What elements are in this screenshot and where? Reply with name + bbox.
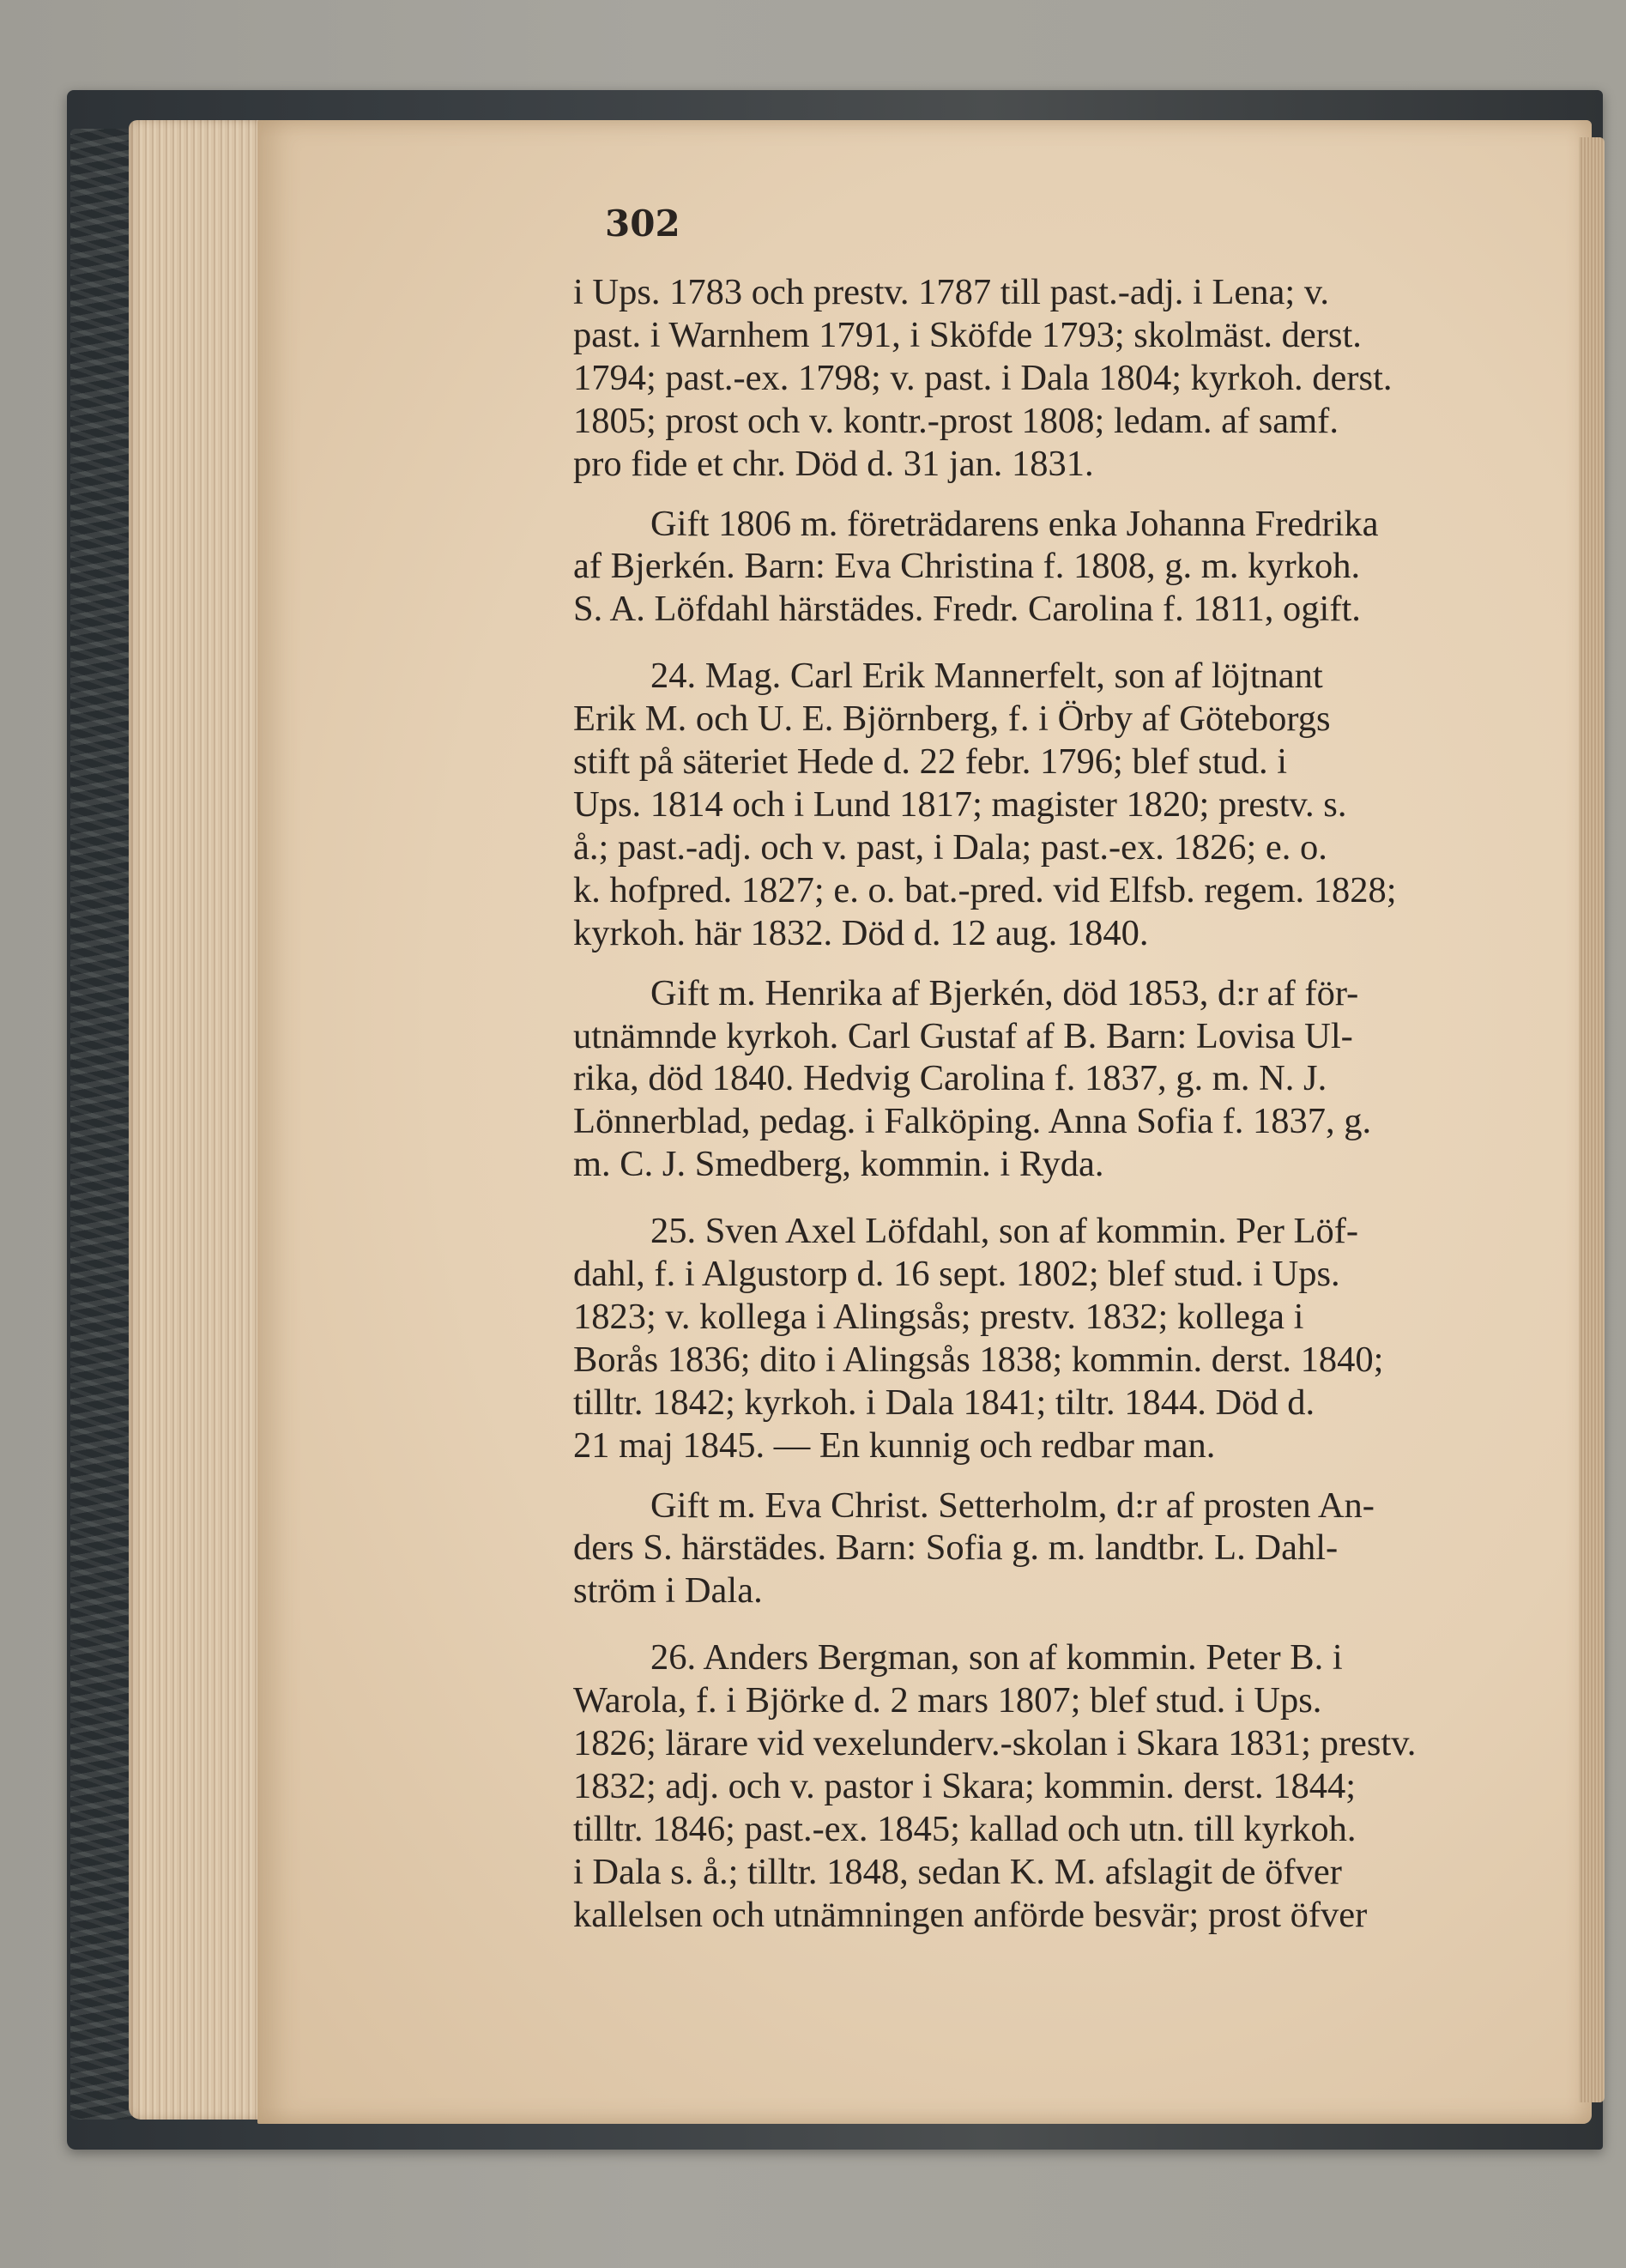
text-line: Lönnerblad, pedag. i Falköping. Anna Sofia f. 1837, g. — [573, 1101, 1372, 1142]
text-line: m. C. J. Smedberg, kommin. i Ryda. — [573, 1144, 1104, 1185]
text-line: Gift 1806 m. företrädarens enka Johanna Fredrika — [650, 503, 1379, 544]
text-line: i Dala s. å.; tilltr. 1848, sedan K. M. afslagit de öfver — [573, 1851, 1342, 1892]
text-line: kyrkoh. här 1832. Död d. 12 aug. 1840. — [573, 912, 1149, 953]
text-line: 1823; v. kollega i Alingsås; prestv. 1832; kollega i — [573, 1296, 1304, 1337]
text-line: 21 maj 1845. — En kunnig och redbar man. — [573, 1424, 1216, 1466]
text-line: stift på säteriet Hede d. 22 febr. 1796; blef stud. i — [573, 741, 1288, 783]
text-line: 1794; past.-ex. 1798; v. past. i Dala 1804; kyrkoh. derst. — [573, 357, 1393, 398]
text-line: S. A. Löfdahl härstädes. Fredr. Carolina f. 1811, ogift. — [573, 589, 1361, 630]
text-line: 24. Mag. Carl Erik Mannerfelt, son af löjtnant — [650, 656, 1323, 697]
text-line: tilltr. 1842; kyrkoh. i Dala 1841; tiltr. 1844. Död d. — [573, 1382, 1315, 1423]
text-line: 26. Anders Bergman, son af kommin. Peter B. i — [650, 1637, 1343, 1678]
text-line: 25. Sven Axel Löfdahl, son af kommin. Per Löf- — [650, 1211, 1359, 1252]
text-line: k. hofpred. 1827; e. o. bat.-pred. vid Elfsb. regem. 1828; — [573, 869, 1397, 910]
text-line: tilltr. 1846; past.-ex. 1845; kallad och utn. till kyrkoh. — [573, 1808, 1357, 1849]
text-line: å.; past.-adj. och v. past, i Dala; past.-ex. 1826; e. o. — [573, 826, 1327, 868]
text-line: Warola, f. i Björke d. 2 mars 1807; blef stud. i Ups. — [573, 1680, 1322, 1721]
text-line: ström i Dala. — [573, 1570, 763, 1612]
text-line: dahl, f. i Algustorp d. 16 sept. 1802; blef stud. i Ups. — [573, 1254, 1340, 1295]
text-line: Borås 1836; dito i Alingsås 1838; kommin. derst. 1840; — [573, 1339, 1384, 1380]
text-line: ders S. härstädes. Barn: Sofia g. m. landtbr. L. Dahl- — [573, 1527, 1339, 1569]
text-line: Erik M. och U. E. Björnberg, f. i Örby af Göteborgs — [573, 699, 1331, 740]
text-line: utnämnde kyrkoh. Carl Gustaf af B. Barn: Lovisa Ul- — [573, 1015, 1353, 1056]
text-line: 1826; lärare vid vexelunderv.-skolan i Skara 1831; prestv. — [573, 1723, 1417, 1764]
page-body-text — [573, 271, 1537, 1937]
text-line: Gift m. Henrika af Bjerkén, död 1853, d:r af för- — [650, 972, 1359, 1013]
text-line: i Ups. 1783 och prestv. 1787 till past.-adj. i Lena; v. — [573, 272, 1329, 312]
text-line: 1805; prost och v. kontr.-prost 1808; ledam. af samf. — [573, 400, 1339, 441]
text-line: Gift m. Eva Christ. Setterholm, d:r af prosten An- — [650, 1485, 1375, 1526]
text-line: Ups. 1814 och i Lund 1817; magister 1820; prestv. s. — [573, 783, 1347, 825]
text-line: pro fide et chr. Död d. 31 jan. 1831. — [573, 443, 1094, 484]
text-line: af Bjerkén. Barn: Eva Christina f. 1808, g. m. kyrkoh. — [573, 546, 1361, 587]
text-line: rika, död 1840. Hedvig Carolina f. 1837, g. m. N. J. — [573, 1058, 1327, 1099]
text-line: 1832; adj. och v. pastor i Skara; kommin. derst. 1844; — [573, 1766, 1357, 1806]
page-right-edge — [1579, 137, 1605, 2102]
text-line: kallelsen och utnämningen anförde besvär; prost öfver — [573, 1894, 1368, 1935]
page-number: 302 — [605, 203, 680, 245]
text-line: past. i Warnhem 1791, i Sköfde 1793; skolmäst. derst. — [573, 314, 1362, 355]
